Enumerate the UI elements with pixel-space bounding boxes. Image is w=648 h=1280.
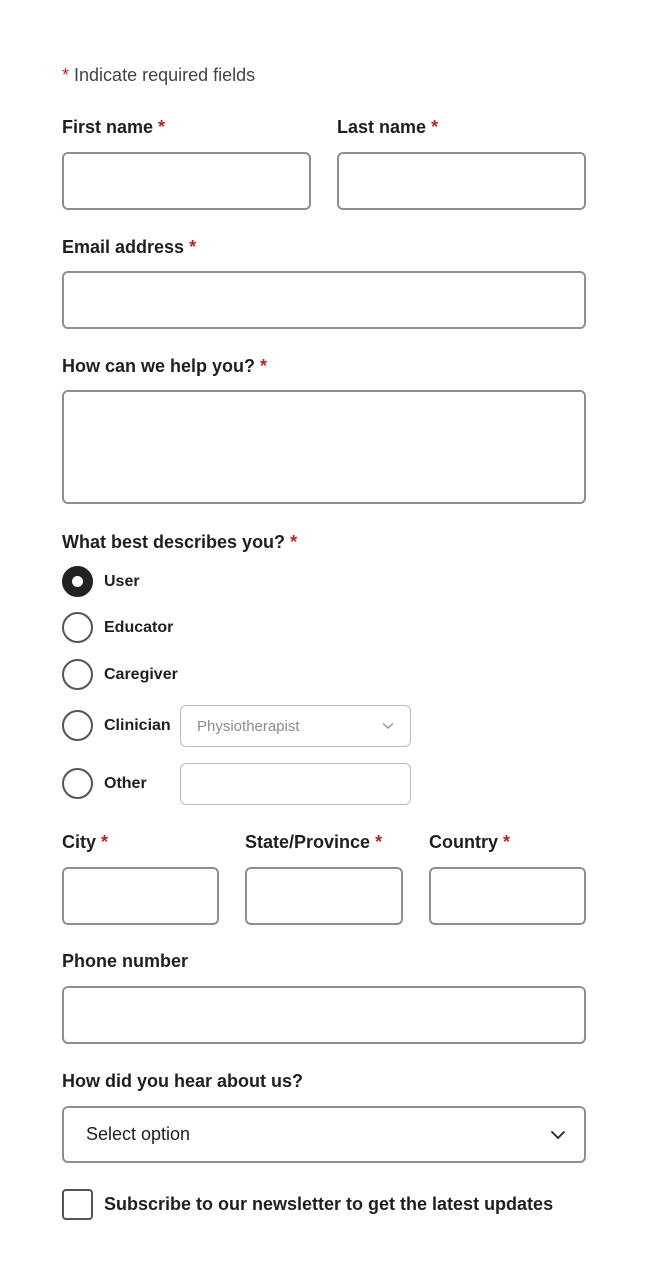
last-name-input[interactable]	[339, 154, 584, 208]
first-name-label-text: First name	[62, 117, 154, 137]
state-label-text: State/Province	[245, 832, 371, 852]
help-field[interactable]	[62, 390, 586, 504]
radio-label-caregiver: Caregiver	[104, 665, 178, 683]
last-name-label	[337, 117, 438, 138]
country-label	[429, 832, 510, 853]
newsletter-label: Subscribe to our newsletter to get the latest updates	[104, 1194, 554, 1214]
city-label	[62, 832, 108, 853]
radio-option-other[interactable]	[62, 768, 147, 799]
first-name-label	[62, 117, 165, 138]
state-input[interactable]	[247, 869, 401, 923]
required-note-text: Indicate required fields	[74, 65, 256, 85]
required-star: *	[62, 65, 70, 85]
radio-option-clinician[interactable]	[62, 710, 171, 741]
radio-button-checked[interactable]	[62, 566, 93, 597]
radio-label-other: Other	[104, 774, 147, 792]
first-name-field[interactable]	[62, 152, 311, 210]
radio-button[interactable]	[62, 710, 93, 741]
clinician-type-value: Physiotherapist	[197, 717, 300, 735]
email-field[interactable]	[62, 271, 586, 329]
radio-button[interactable]	[62, 659, 93, 690]
describe-label-text: What best describes you?	[62, 532, 286, 552]
heard-label-text: How did you hear about us?	[62, 1071, 304, 1091]
phone-field[interactable]	[62, 986, 586, 1044]
email-label-text: Email address	[62, 237, 185, 257]
radio-option-educator[interactable]	[62, 612, 173, 643]
last-name-label-text: Last name	[337, 117, 427, 137]
radio-option-caregiver[interactable]	[62, 659, 178, 690]
city-field[interactable]	[62, 867, 219, 925]
required-star: *	[503, 832, 511, 852]
heard-select[interactable]	[62, 1106, 586, 1163]
clinician-type-select[interactable]	[180, 705, 411, 747]
radio-dot-icon	[72, 576, 83, 587]
radio-button[interactable]	[62, 612, 93, 643]
chevron-down-icon	[550, 1130, 566, 1140]
radio-option-user[interactable]	[62, 566, 140, 597]
country-label-text: Country	[429, 832, 498, 852]
required-star: *	[189, 237, 197, 257]
phone-input[interactable]	[64, 988, 584, 1042]
help-label	[62, 356, 267, 377]
help-textarea[interactable]	[64, 392, 584, 502]
first-name-input[interactable]	[64, 154, 309, 208]
required-star: *	[260, 356, 268, 376]
required-star: *	[290, 532, 298, 552]
other-description-field[interactable]	[180, 763, 411, 805]
state-field[interactable]	[245, 867, 403, 925]
phone-label-text: Phone number	[62, 951, 189, 971]
email-input[interactable]	[64, 273, 584, 327]
describe-label	[62, 532, 297, 553]
radio-label-clinician: Clinician	[104, 716, 171, 734]
phone-label	[62, 951, 188, 972]
last-name-field[interactable]	[337, 152, 586, 210]
radio-label-educator: Educator	[104, 618, 174, 636]
heard-select-value: Select option	[86, 1124, 191, 1144]
required-star: *	[101, 832, 109, 852]
heard-label	[62, 1071, 303, 1092]
radio-label-user: User	[104, 572, 140, 590]
email-label	[62, 237, 196, 258]
country-field[interactable]	[429, 867, 586, 925]
radio-button[interactable]	[62, 768, 93, 799]
required-star: *	[375, 832, 383, 852]
required-fields-note	[62, 65, 255, 86]
country-input[interactable]	[431, 869, 584, 923]
newsletter-option[interactable]	[62, 1189, 553, 1220]
help-label-text: How can we help you?	[62, 356, 256, 376]
city-label-text: City	[62, 832, 97, 852]
required-star: *	[431, 117, 439, 137]
required-star: *	[158, 117, 166, 137]
state-label	[245, 832, 382, 853]
city-input[interactable]	[64, 869, 217, 923]
newsletter-checkbox[interactable]	[62, 1189, 93, 1220]
chevron-down-icon	[382, 722, 394, 730]
